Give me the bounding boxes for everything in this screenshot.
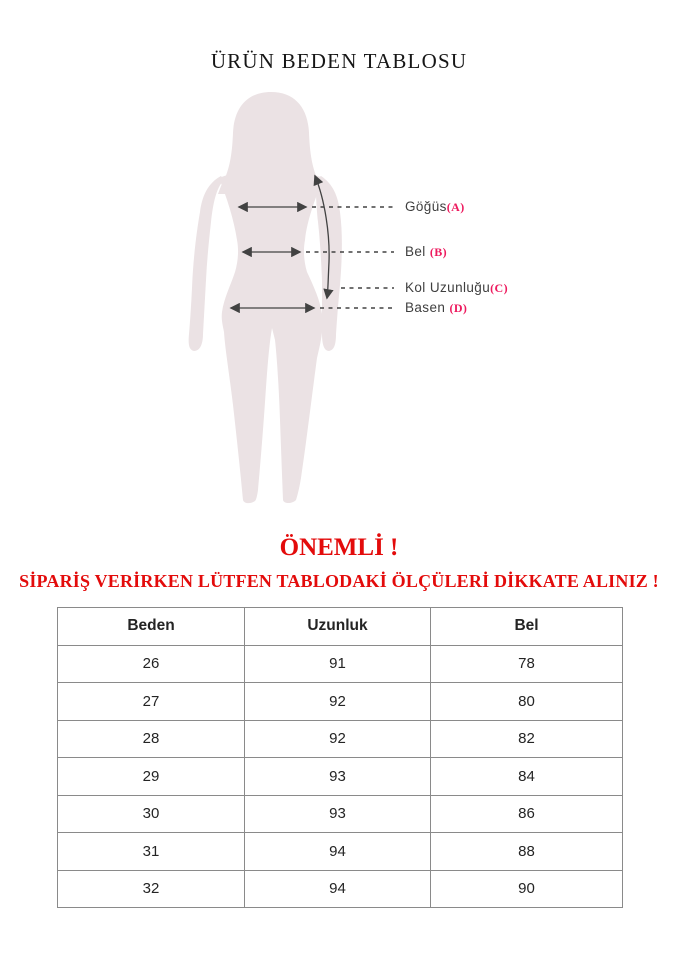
table-cell: 84 — [431, 758, 623, 796]
table-cell: 88 — [431, 833, 623, 871]
table-cell: 27 — [58, 683, 245, 721]
table-cell: 31 — [58, 833, 245, 871]
measure-marker-d: (D) — [449, 301, 468, 315]
female-silhouette — [189, 92, 342, 503]
table-row — [58, 720, 623, 758]
table-row — [58, 758, 623, 796]
measure-label-text: Basen — [405, 300, 450, 315]
measure-label-chest — [405, 199, 465, 215]
table-cell: 32 — [58, 870, 245, 908]
measure-label-arm-length — [405, 280, 508, 296]
page-title: ÜRÜN BEDEN TABLOSU — [210, 49, 468, 73]
table-header-row — [58, 608, 623, 646]
important-heading: ÖNEMLİ ! — [279, 534, 399, 561]
size-table — [57, 607, 623, 908]
measure-label-text: Göğüs — [405, 199, 447, 214]
table-row — [58, 870, 623, 908]
table-cell: 90 — [431, 870, 623, 908]
table-row — [58, 645, 623, 683]
measure-marker-b: (B) — [429, 245, 448, 259]
important-subtitle: SİPARİŞ VERİRKEN LÜTFEN TABLODAKİ ÖLÇÜLERİ DİKKATE ALINIZ ! — [19, 571, 659, 591]
measure-label-text: Bel — [405, 244, 430, 259]
table-cell: 86 — [431, 795, 623, 833]
table-cell: 80 — [431, 683, 623, 721]
table-cell: 28 — [58, 720, 245, 758]
table-cell: 30 — [58, 795, 245, 833]
table-cell: 92 — [245, 720, 431, 758]
column-header-beden: Beden — [58, 608, 245, 646]
column-header-uzunluk: Uzunluk — [245, 608, 431, 646]
table-cell: 29 — [58, 758, 245, 796]
measure-marker-a: (A) — [446, 200, 465, 214]
table-cell: 91 — [245, 645, 431, 683]
table-row — [58, 795, 623, 833]
table-cell: 92 — [245, 683, 431, 721]
column-header-bel: Bel — [431, 608, 623, 646]
measure-label-hips — [405, 300, 467, 316]
table-cell: 94 — [245, 833, 431, 871]
measure-label-text: Kol Uzunluğu — [405, 280, 491, 295]
table-cell: 93 — [245, 795, 431, 833]
table-cell: 93 — [245, 758, 431, 796]
table-cell: 78 — [431, 645, 623, 683]
measure-label-waist — [405, 244, 447, 260]
silhouette-left-arm — [189, 176, 224, 351]
table-cell: 82 — [431, 720, 623, 758]
silhouette-torso-legs — [219, 168, 323, 503]
table-row — [58, 833, 623, 871]
table-cell: 26 — [58, 645, 245, 683]
table-cell: 94 — [245, 870, 431, 908]
measure-marker-c: (C) — [490, 281, 508, 295]
table-row — [58, 683, 623, 721]
